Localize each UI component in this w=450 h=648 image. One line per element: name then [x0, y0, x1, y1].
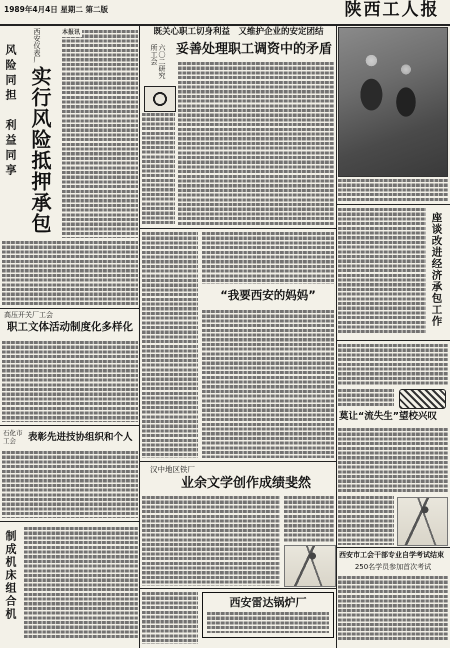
risk-lead: 本报讯 — [62, 29, 81, 36]
culture-body — [2, 341, 138, 422]
risk-kicker: 西安仪表厂 — [33, 28, 41, 63]
risk-body-continued — [2, 241, 138, 305]
right-brief-body — [338, 344, 448, 386]
mother-body — [202, 310, 334, 458]
masthead: 陕西工人报 — [344, 0, 440, 20]
mother-body-top — [202, 232, 334, 284]
column-divider-left — [139, 25, 140, 648]
literature-body-right — [284, 496, 334, 542]
center-rule-1 — [140, 228, 336, 229]
right-rule-2 — [337, 340, 450, 341]
literature-headline: 业余文学创作成绩斐然 — [180, 476, 311, 491]
commend-body — [2, 451, 138, 518]
ad-company-name: 西安雷达锅炉厂 — [229, 596, 307, 609]
news-photo — [338, 27, 448, 177]
construction-body — [338, 208, 426, 333]
salary-body-left — [142, 113, 175, 225]
left-rule-2 — [0, 425, 139, 426]
machine-headline: 制成机床组合机 — [4, 530, 17, 621]
machine-body — [24, 527, 138, 639]
ad-body — [207, 612, 329, 633]
mother-body-left — [142, 232, 198, 458]
exam-body — [338, 576, 448, 642]
center-rule-2 — [140, 461, 336, 462]
advertisement-box — [202, 592, 334, 638]
literature-body — [142, 496, 280, 586]
left-rule-3 — [0, 521, 139, 522]
risk-headline: 实行风险抵押承包 — [28, 66, 52, 234]
risk-slogan: 风险同担 利益同享 — [4, 44, 17, 179]
column-badge-icon — [399, 389, 446, 409]
center-rule-3 — [140, 588, 336, 589]
issue-date: 1989年4月4日 星期二 第二版 — [4, 5, 109, 14]
essay-body — [338, 428, 448, 494]
salary-body — [178, 62, 334, 225]
essay-body-end — [338, 496, 394, 545]
mother-headline: “我要西安的妈妈” — [220, 288, 316, 302]
commend-headline: 表彰先进技协组织和个人 — [28, 432, 133, 443]
column-divider-right — [336, 25, 337, 648]
right-rule-1 — [337, 204, 450, 205]
photo-caption — [338, 179, 448, 201]
culture-headline: 职工文体活动制度化多样化 — [7, 321, 133, 333]
union-emblem-icon — [144, 86, 176, 112]
salary-headline: 妥善处理职工调资中的矛盾 — [176, 42, 333, 57]
risk-body — [62, 30, 138, 238]
right-rule-3 — [337, 547, 450, 548]
salary-org: 六〇二研究所工会 — [150, 44, 166, 79]
left-rule-1 — [0, 308, 139, 309]
header-rule — [0, 24, 450, 26]
literature-kicker: 汉中地区铁厂 — [150, 465, 195, 474]
salary-kicker: 既关心职工切身利益 又维护企业的安定团结 — [153, 27, 324, 37]
literature-illustration — [284, 545, 336, 587]
essay-illustration — [397, 497, 448, 546]
culture-kicker: 高压开关厂工会 — [4, 311, 53, 319]
construction-headline: 座谈改进经济承包工作 — [430, 212, 443, 327]
commend-kicker: 石化市工会 — [3, 429, 23, 445]
bottom-column-body — [142, 592, 198, 644]
right-brief-body-end — [338, 389, 394, 407]
essay-headline: 莫让“流失生”望校兴叹 — [339, 411, 437, 422]
exam-headline: 西安市工会干部专业自学考试结束 — [339, 551, 444, 559]
exam-subhead: 250名学员参加首次考试 — [354, 563, 432, 571]
